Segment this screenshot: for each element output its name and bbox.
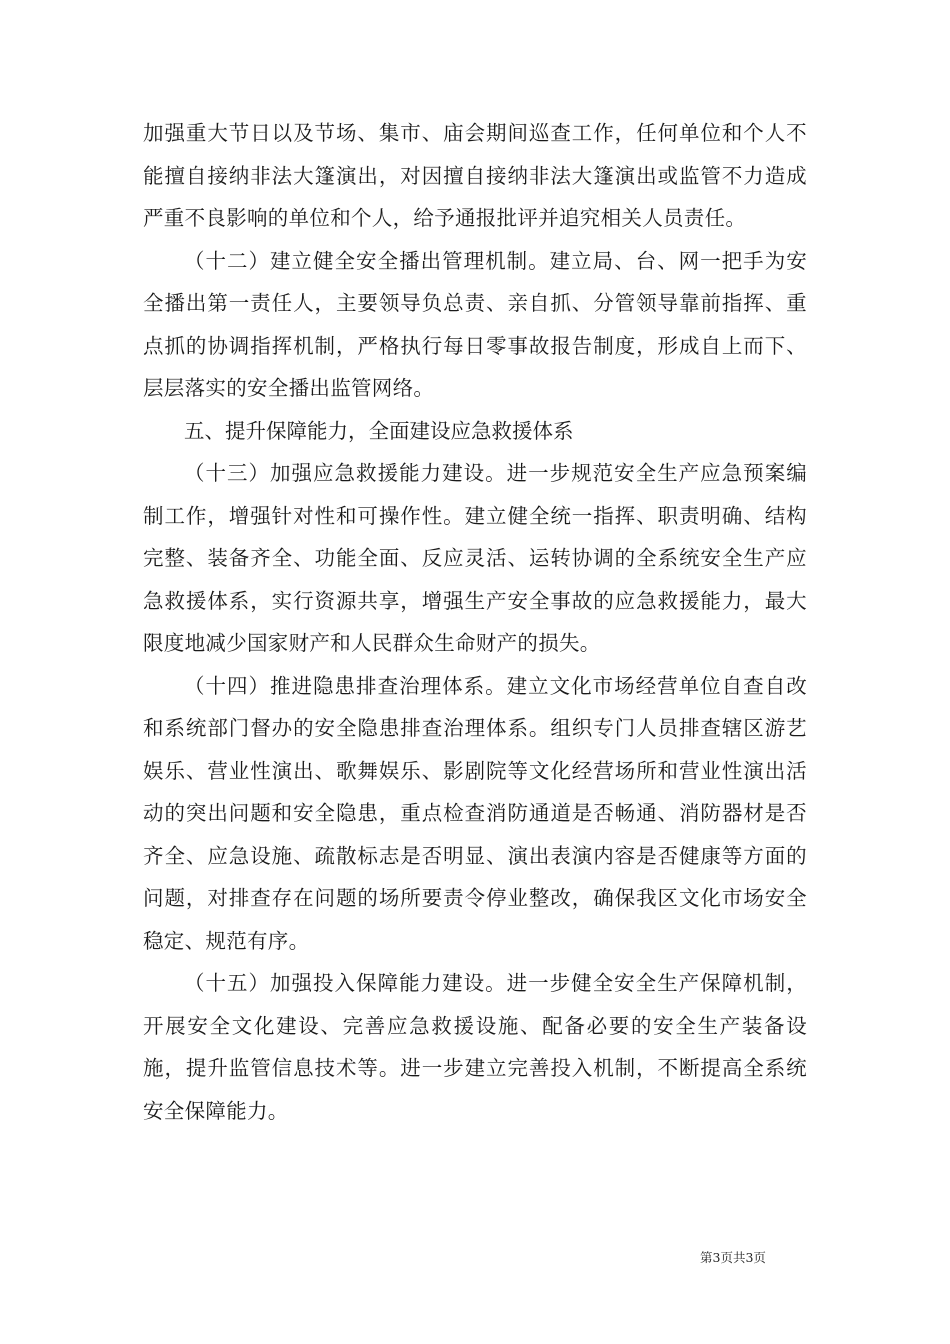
paragraph-item-13: （十三）加强应急救援能力建设。进一步规范安全生产应急预案编制工作，增强针对性和可操作性。建立健全统一指挥、职责明确、结构完整、装备齐全、功能全面、反应灵活、运转协调的全系统安全生产应急救援体系，实行资源共享，增强生产安全事故的应急救援能力，最大限度地减少国家财产和人民群众生命财产的损失。: [143, 461, 807, 655]
paragraph-item-15: （十五）加强投入保障能力建设。进一步健全安全生产保障机制，开展安全文化建设、完善应急救援设施、配备必要的安全生产装备设施，提升监管信息技术等。进一步建立完善投入机制，不断提高全系统安全保障能力。: [143, 971, 807, 1123]
paragraph-item-12: （十二）建立健全安全播出管理机制。建立局、台、网一把手为安全播出第一责任人，主要领导负总责、亲自抓、分管领导靠前指挥、重点抓的协调指挥机制，严格执行每日零事故报告制度，形成自上而下、层层落实的安全播出监管网络。: [143, 248, 807, 400]
page-number-footer: 第3页共3页: [700, 1250, 766, 1265]
document-page: [143, 112, 807, 1132]
paragraph-item-14: （十四）推进隐患排查治理体系。建立文化市场经营单位自查自改和系统部门督办的安全隐患排查治理体系。组织专门人员排查辖区游艺娱乐、营业性演出、歌舞娱乐、影剧院等文化经营场所和营业性演出活动的突出问题和安全隐患，重点检查消防通道是否畅通、消防器材是否齐全、应急设施、疏散标志是否明显、演出表演内容是否健康等方面的问题，对排查存在问题的场所要责令停业整改，确保我区文化市场安全稳定、规范有序。: [143, 673, 807, 953]
paragraph-continuation: 加强重大节日以及节场、集市、庙会期间巡查工作，任何单位和个人不能擅自接纳非法大篷演出，对因擅自接纳非法大篷演出或监管不力造成严重不良影响的单位和个人，给予通报批评并追究相关人员责任。: [143, 121, 807, 230]
section-heading-5: 五、提升保障能力，全面建设应急救援体系: [184, 418, 574, 443]
